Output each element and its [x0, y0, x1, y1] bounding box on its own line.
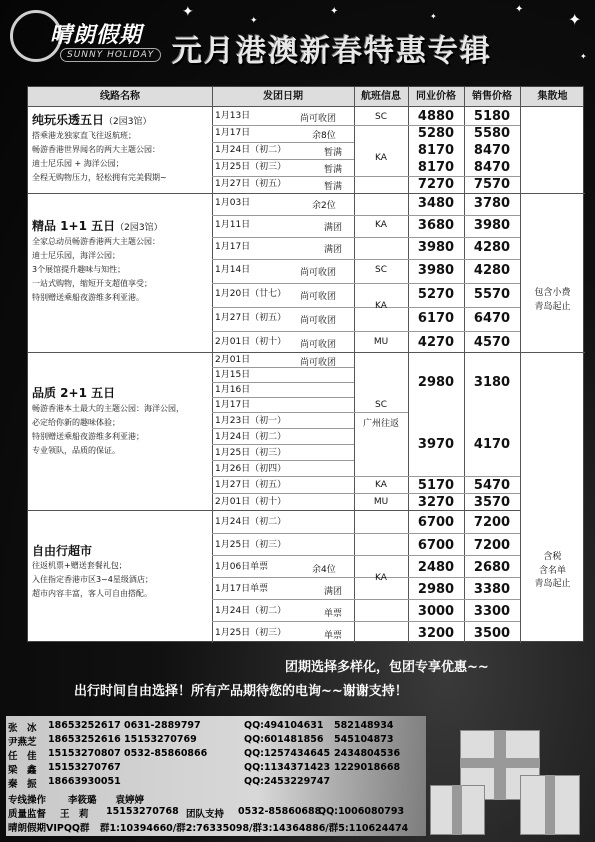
trade-price: 5280	[417, 126, 455, 141]
availability-status: 尚可收团	[300, 316, 337, 326]
sale-price: 7200	[473, 538, 511, 553]
sale-price: 3300	[473, 604, 511, 619]
departure-date: 1月20日（廿七）	[215, 289, 287, 299]
contact-row: 任 佳 15153270807 0532-85860866 QQ:1257434645 2434804536	[8, 748, 401, 762]
contact-row: 秦 振 18663930051 QQ:2453229747	[8, 776, 331, 790]
availability-status: 满团	[324, 587, 343, 597]
vip-row: 晴朗假期VIPQQ群 群1:10394660/群2:76335098/群3:14364886/群5:110624474	[8, 823, 409, 834]
departure-date: 1月25日（初三）	[215, 162, 287, 172]
trade-price: 3970	[417, 437, 455, 452]
section-divider	[28, 352, 585, 353]
departure-date: 1月15日	[215, 370, 251, 380]
flight-info: KA	[375, 480, 387, 490]
sale-price: 5570	[473, 287, 511, 302]
sale-price: 4570	[473, 335, 511, 350]
sale-price: 3780	[473, 196, 511, 211]
departure-date: 2月01日	[215, 355, 251, 365]
product-title: 纯玩乐透五日（2园3馆）	[32, 113, 152, 127]
flight-info: KA	[375, 220, 387, 230]
sparkle-icon: ✦	[330, 6, 339, 17]
gift-boxes-illustration	[430, 700, 590, 840]
trade-price: 8170	[417, 160, 455, 175]
trade-price: 6170	[417, 311, 455, 326]
departure-date: 1月17日	[215, 400, 251, 410]
product-description: 搭乘港龙独家直飞往返航班； 畅游香港世界闻名的两大主题公园： 迪士尼乐园 + 海洋公园； 全程无购物压力，轻松拥有完美假期~	[32, 131, 167, 182]
logo-subtext: SUNNY HOLIDAY	[60, 48, 161, 62]
quality-row: 质量监督 王 莉 15153270768 团队支持 0532-85860688 QQ:1006080793	[8, 806, 405, 820]
flight-info: SC	[375, 112, 387, 122]
sale-price: 3980	[473, 218, 511, 233]
col-header-route: 线路名称	[100, 91, 140, 102]
availability-status: 尚可收团	[300, 268, 337, 278]
sale-price: 5470	[473, 478, 511, 493]
sparkle-icon: ✦	[515, 4, 524, 15]
col-header-trade-price: 同业价格	[416, 91, 456, 102]
departure-date: 1月25日（初三）	[215, 448, 287, 458]
table-header	[28, 87, 583, 107]
slogan: 出行时间自由选择！所有产品期待您的电询~~谢谢支持！	[74, 684, 408, 699]
departure-date: 1月27日（初五）	[215, 179, 287, 189]
trade-price: 6700	[417, 515, 455, 530]
availability-status: 满团	[324, 245, 343, 255]
flight-info: MU	[373, 337, 389, 347]
header	[0, 0, 595, 80]
contact-row: 尹燕芝 18653252616 15153270769 QQ:601481856 545104873	[8, 734, 394, 748]
departure-date: 1月17日单票	[215, 584, 269, 594]
flight-info: KA	[375, 153, 387, 163]
trade-price: 3980	[417, 240, 455, 255]
sparkle-icon: ✦	[568, 10, 582, 29]
sale-price: 7570	[473, 177, 511, 192]
sale-price: 5580	[473, 126, 511, 141]
departure-date: 1月13日	[215, 111, 251, 121]
trade-price: 4270	[417, 335, 455, 350]
trade-price: 5170	[417, 478, 455, 493]
flight-info: KA	[375, 573, 387, 583]
sale-price: 4280	[473, 263, 511, 278]
sparkle-icon: ✦	[430, 12, 437, 21]
sale-price: 3380	[473, 582, 511, 597]
page-title: 元月港澳新春特惠专辑	[172, 34, 492, 69]
availability-status: 暂满	[324, 165, 343, 175]
departure-date: 1月26日（初四）	[215, 464, 287, 474]
availability-status: 尚可收团	[300, 114, 337, 124]
product-description: 全家总动员畅游香港两大主题公园： 迪士尼乐园，海洋公园； 3个展馆提升趣味与知性； 一站式购物，缩短开支超值享受； 特别赠送乘船夜游维多利亚港。	[32, 237, 160, 302]
departure-date: 1月06日单票	[215, 562, 269, 572]
trade-price: 6700	[417, 538, 455, 553]
departure-date: 2月01日（初十）	[215, 497, 287, 507]
sale-price: 4170	[473, 437, 511, 452]
trade-price: 2980	[417, 375, 455, 390]
flight-info: 广州往返	[362, 419, 399, 429]
departure-date: 1月27日（初五）	[215, 480, 287, 490]
brand-logo	[10, 8, 170, 72]
trade-price: 3200	[417, 626, 455, 641]
sale-price: 8470	[473, 160, 511, 175]
slogan: 团期选择多样化，包团专享优惠~~	[285, 660, 489, 675]
departure-date: 1月17日	[215, 128, 251, 138]
availability-status: 暂满	[324, 148, 343, 158]
section-divider	[28, 193, 585, 194]
trade-price: 2480	[417, 560, 455, 575]
sparkle-icon: ✦	[250, 16, 258, 26]
trade-price: 3270	[417, 495, 455, 510]
trade-price: 7270	[417, 177, 455, 192]
section-divider	[28, 510, 520, 511]
availability-status: 单票	[324, 631, 343, 641]
trade-price: 3000	[417, 604, 455, 619]
availability-status: 余8位	[312, 131, 336, 141]
product-description: 畅游香港本土最大的主题公园：海洋公园， 必定给你新的趣味体验； 特别赠送乘船夜游维多利亚港； 专业领队，品质的保证。	[32, 404, 184, 455]
col-header-flight: 航班信息	[361, 91, 401, 102]
contact-row: 梁 鑫 15153270767 QQ:1134371423 1229018668	[8, 762, 401, 776]
trade-price: 5270	[417, 287, 455, 302]
trade-price: 3480	[417, 196, 455, 211]
contact-row: 张 冰 18653252617 0631-2889797 QQ:494104631 582148934	[8, 720, 394, 734]
sale-price: 3500	[473, 626, 511, 641]
departure-date: 1月11日	[215, 220, 251, 230]
availability-status: 尚可收团	[300, 358, 337, 368]
sale-price: 8470	[473, 143, 511, 158]
col-header-sale-price: 销售价格	[472, 91, 512, 102]
departure-note: 包含小费 青岛起止	[534, 288, 571, 312]
col-header-departure: 集散地	[537, 91, 568, 102]
departure-date: 1月23日（初一）	[215, 416, 287, 426]
flight-info: SC	[375, 265, 387, 275]
col-header-date: 发团日期	[263, 91, 303, 102]
trade-price: 3980	[417, 263, 455, 278]
product-title: 品质 2+1 五日	[32, 386, 116, 400]
logo-text: 晴朗假期	[50, 22, 143, 48]
contact-list	[8, 716, 408, 838]
departure-date: 1月16日	[215, 385, 251, 395]
sale-price: 5180	[473, 109, 511, 124]
availability-status: 暂满	[324, 182, 343, 192]
divider	[354, 87, 355, 643]
flight-info: SC	[375, 400, 387, 410]
ops-row: 专线操作 李筱璐 袁婷婷	[8, 795, 145, 806]
availability-status: 余2位	[312, 201, 336, 211]
sale-price: 2680	[473, 560, 511, 575]
departure-date: 1月25日（初三）	[215, 628, 287, 638]
departure-date: 1月24日（初二）	[215, 145, 287, 155]
sparkle-icon: ✦	[580, 52, 587, 61]
sparkle-icon: ✦	[182, 4, 194, 20]
departure-date: 1月24日（初二）	[215, 432, 287, 442]
availability-status: 尚可收团	[300, 292, 337, 302]
product-title: 自由行超市	[32, 544, 93, 558]
departure-date: 1月17日	[215, 242, 251, 252]
product-title: 精品 1+1 五日（2园3馆）	[32, 219, 163, 233]
departure-date: 1月27日（初五）	[215, 313, 287, 323]
departure-date: 1月24日（初二）	[215, 517, 287, 527]
availability-status: 满团	[324, 223, 343, 233]
trade-price: 8170	[417, 143, 455, 158]
trade-price: 3680	[417, 218, 455, 233]
sale-price: 6470	[473, 311, 511, 326]
sale-price: 3570	[473, 495, 511, 510]
availability-status: 单票	[324, 609, 343, 619]
availability-status: 尚可收团	[300, 340, 337, 350]
trade-price: 4880	[417, 109, 455, 124]
product-description: 往返机票+赠送套餐礼包； 入住指定香港市区3~4星级酒店； 超市内容丰富，客人可自由搭配。	[32, 561, 153, 598]
flight-info: KA	[375, 301, 387, 311]
availability-status: 余4位	[312, 565, 336, 575]
departure-date: 2月01日（初十）	[215, 337, 287, 347]
trade-price: 2980	[417, 582, 455, 597]
departure-date: 1月24日（初二）	[215, 606, 287, 616]
flight-info: MU	[373, 497, 389, 507]
departure-date: 1月03日	[215, 198, 251, 208]
departure-date: 1月14日	[215, 265, 251, 275]
sale-price: 4280	[473, 240, 511, 255]
sale-price: 7200	[473, 515, 511, 530]
itinerary-table	[27, 86, 584, 642]
sale-price: 3180	[473, 375, 511, 390]
departure-date: 1月25日（初三）	[215, 540, 287, 550]
departure-note: 含税 含名单 青岛起止	[534, 552, 571, 589]
